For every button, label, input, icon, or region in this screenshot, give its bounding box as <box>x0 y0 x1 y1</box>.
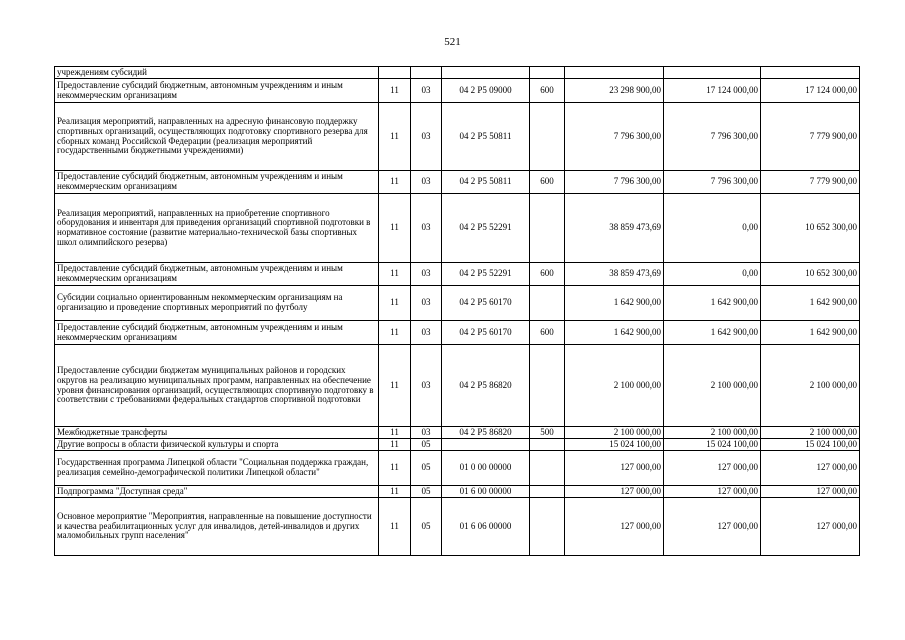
row-name: Предоставление субсидий бюджетным, автономным учреждениям и иным некоммерческим организациям <box>55 171 379 194</box>
row-section: 11 <box>379 79 411 103</box>
table-row <box>55 286 860 321</box>
row-sum-3: 1 642 900,00 <box>761 321 860 345</box>
row-sum-1: 1 642 900,00 <box>565 321 664 345</box>
row-section: 11 <box>379 486 411 498</box>
row-target-article: 01 6 06 00000 <box>442 498 530 556</box>
row-sum-2: 2 100 000,00 <box>664 345 761 427</box>
row-section: 11 <box>379 103 411 171</box>
row-subsection: 05 <box>411 498 442 556</box>
row-name: Предоставление субсидии бюджетам муниципальных районов и городских округов на реализацию муниципальных программ, направленных на обеспечение уровня финансирования организаций, осуществляющих спортивную подготовку в соответствии с требованиями федеральных стандартов спортивной подготовки <box>55 345 379 427</box>
row-sum-3: 2 100 000,00 <box>761 427 860 439</box>
table-row <box>55 451 860 486</box>
row-sum-1: 38 859 473,69 <box>565 263 664 286</box>
row-name: Предоставление субсидий бюджетным, автономным учреждениям и иным некоммерческим организациям <box>55 79 379 103</box>
budget-table <box>54 66 860 556</box>
row-name: учреждениям субсидий <box>55 67 379 79</box>
row-subsection: 03 <box>411 171 442 194</box>
row-subsection: 03 <box>411 427 442 439</box>
row-section: 11 <box>379 286 411 321</box>
row-subsection: 03 <box>411 286 442 321</box>
row-expense-type: 600 <box>530 79 565 103</box>
row-sum-3: 2 100 000,00 <box>761 345 860 427</box>
row-expense-type <box>530 194 565 263</box>
row-sum-1: 38 859 473,69 <box>565 194 664 263</box>
row-sum-3: 7 779 900,00 <box>761 171 860 194</box>
row-name: Подпрограмма "Доступная среда" <box>55 486 379 498</box>
row-name: Другие вопросы в области физической культуры и спорта <box>55 439 379 451</box>
table-row <box>55 498 860 556</box>
row-sum-2: 127 000,00 <box>664 498 761 556</box>
row-sum-1: 23 298 900,00 <box>565 79 664 103</box>
row-name: Предоставление субсидий бюджетным, автономным учреждениям и иным некоммерческим организациям <box>55 263 379 286</box>
row-section: 11 <box>379 194 411 263</box>
row-sum-2: 7 796 300,00 <box>664 103 761 171</box>
row-sum-3 <box>761 67 860 79</box>
table-row <box>55 486 860 498</box>
row-section: 11 <box>379 427 411 439</box>
row-sum-1: 2 100 000,00 <box>565 427 664 439</box>
row-expense-type <box>530 486 565 498</box>
row-sum-3: 127 000,00 <box>761 451 860 486</box>
row-sum-3: 10 652 300,00 <box>761 194 860 263</box>
table-row <box>55 67 860 79</box>
row-sum-2: 1 642 900,00 <box>664 321 761 345</box>
row-sum-3: 7 779 900,00 <box>761 103 860 171</box>
row-expense-type <box>530 451 565 486</box>
row-expense-type: 500 <box>530 427 565 439</box>
row-sum-1: 7 796 300,00 <box>565 171 664 194</box>
table-row <box>55 345 860 427</box>
table-row <box>55 439 860 451</box>
table-row <box>55 321 860 345</box>
table-row <box>55 79 860 103</box>
row-sum-3: 17 124 000,00 <box>761 79 860 103</box>
row-sum-2: 127 000,00 <box>664 451 761 486</box>
row-target-article: 04 2 P5 86820 <box>442 427 530 439</box>
row-name: Государственная программа Липецкой области "Социальная поддержка граждан, реализация семейно-демографической политики Липецкой области" <box>55 451 379 486</box>
row-target-article <box>442 67 530 79</box>
row-subsection: 03 <box>411 103 442 171</box>
row-expense-type: 600 <box>530 171 565 194</box>
row-subsection: 05 <box>411 451 442 486</box>
table-row <box>55 427 860 439</box>
row-section: 11 <box>379 498 411 556</box>
row-target-article: 04 2 P5 50811 <box>442 103 530 171</box>
row-sum-1: 1 642 900,00 <box>565 286 664 321</box>
row-expense-type <box>530 286 565 321</box>
table-row <box>55 194 860 263</box>
row-target-article: 04 2 P5 86820 <box>442 345 530 427</box>
row-sum-2: 0,00 <box>664 263 761 286</box>
row-name: Субсидии социально ориентированным некоммерческим организациям на организацию и проведение спортивных мероприятий по футболу <box>55 286 379 321</box>
row-sum-3: 10 652 300,00 <box>761 263 860 286</box>
row-expense-type: 600 <box>530 321 565 345</box>
row-target-article <box>442 439 530 451</box>
row-sum-1: 127 000,00 <box>565 451 664 486</box>
row-sum-3: 127 000,00 <box>761 498 860 556</box>
row-section: 11 <box>379 171 411 194</box>
row-target-article: 04 2 P5 60170 <box>442 321 530 345</box>
table-row <box>55 263 860 286</box>
row-target-article: 04 2 P5 52291 <box>442 263 530 286</box>
row-expense-type <box>530 67 565 79</box>
row-subsection: 03 <box>411 345 442 427</box>
row-expense-type <box>530 345 565 427</box>
row-sum-3: 1 642 900,00 <box>761 286 860 321</box>
row-sum-3: 127 000,00 <box>761 486 860 498</box>
row-sum-1: 7 796 300,00 <box>565 103 664 171</box>
row-expense-type <box>530 498 565 556</box>
row-target-article: 04 2 P5 09000 <box>442 79 530 103</box>
row-sum-3: 15 024 100,00 <box>761 439 860 451</box>
row-sum-1: 2 100 000,00 <box>565 345 664 427</box>
row-subsection: 05 <box>411 486 442 498</box>
row-sum-2: 17 124 000,00 <box>664 79 761 103</box>
row-target-article: 01 0 00 00000 <box>442 451 530 486</box>
row-name: Предоставление субсидий бюджетным, автономным учреждениям и иным некоммерческим организациям <box>55 321 379 345</box>
row-sum-1 <box>565 67 664 79</box>
table-row <box>55 103 860 171</box>
row-sum-1: 127 000,00 <box>565 498 664 556</box>
row-name: Реализация мероприятий, направленных на адресную финансовую поддержку спортивных организаций, осуществляющих подготовку спортивного резерва для сборных команд Российской Федерации (реализация мероприятий государственными бюджетными учреждениями) <box>55 103 379 171</box>
row-expense-type <box>530 103 565 171</box>
row-subsection: 03 <box>411 321 442 345</box>
row-sum-2: 7 796 300,00 <box>664 171 761 194</box>
row-expense-type <box>530 439 565 451</box>
row-name: Межбюджетные трансферты <box>55 427 379 439</box>
row-sum-1: 127 000,00 <box>565 486 664 498</box>
row-target-article: 01 6 00 00000 <box>442 486 530 498</box>
row-subsection: 05 <box>411 439 442 451</box>
page-number: 521 <box>444 36 461 48</box>
row-expense-type: 600 <box>530 263 565 286</box>
row-name: Основное мероприятие "Мероприятия, направленные на повышение доступности и качества реабилитационных услуг для инвалидов, детей-инвалидов и других маломобильных групп населения" <box>55 498 379 556</box>
row-section: 11 <box>379 451 411 486</box>
row-sum-1: 15 024 100,00 <box>565 439 664 451</box>
row-sum-2: 1 642 900,00 <box>664 286 761 321</box>
row-subsection <box>411 67 442 79</box>
row-section: 11 <box>379 321 411 345</box>
row-subsection: 03 <box>411 194 442 263</box>
row-sum-2: 2 100 000,00 <box>664 427 761 439</box>
table-row <box>55 171 860 194</box>
row-section <box>379 67 411 79</box>
row-sum-2 <box>664 67 761 79</box>
row-name: Реализация мероприятий, направленных на приобретение спортивного оборудования и инвентаря для приведения организаций спортивной подготовки в нормативное состояние (развитие материально-технической базы спортивных школ олимпийского резерва) <box>55 194 379 263</box>
row-subsection: 03 <box>411 79 442 103</box>
row-section: 11 <box>379 263 411 286</box>
row-section: 11 <box>379 439 411 451</box>
row-sum-2: 127 000,00 <box>664 486 761 498</box>
row-subsection: 03 <box>411 263 442 286</box>
row-target-article: 04 2 P5 50811 <box>442 171 530 194</box>
row-section: 11 <box>379 345 411 427</box>
row-target-article: 04 2 P5 60170 <box>442 286 530 321</box>
row-sum-2: 15 024 100,00 <box>664 439 761 451</box>
row-sum-2: 0,00 <box>664 194 761 263</box>
row-target-article: 04 2 P5 52291 <box>442 194 530 263</box>
